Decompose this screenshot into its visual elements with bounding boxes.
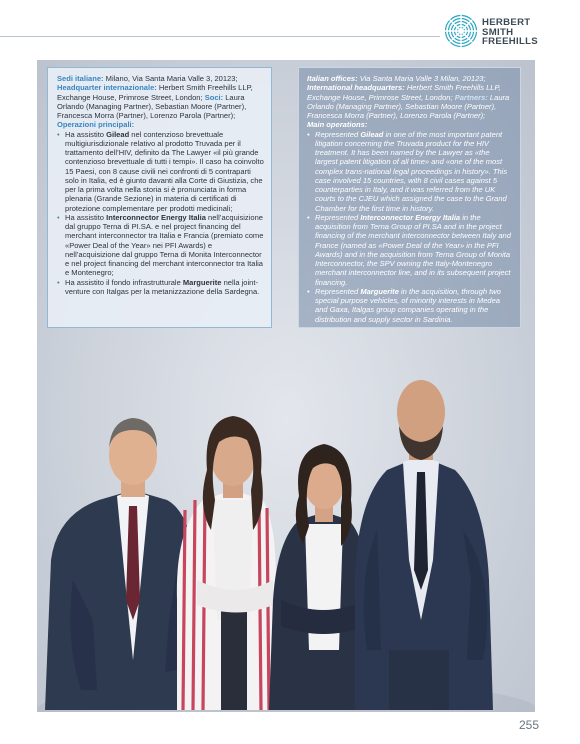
en-op-2-post: in the acquisition from Terna Group of PI.SA and in the project financing of the merchant interconnector between Italy and France (named as «Power Deal of the Year» in the PFI Awards) and in the acquisition from Terna Group of Monita Interconnector, the SPV owning the Italy-Montenegro merchant interconnector line, and in its subsequent project financing.	[315, 212, 511, 287]
it-op-3-post: nella joint-venture con Italgas per la metanizzazione della Sardegna.	[65, 277, 260, 296]
it-op-2-pre: Ha assistito	[65, 212, 107, 222]
en-op-1	[307, 130, 514, 213]
it-op-1-post: nel contenzioso brevettuale multigiurisdizionale relativo al prodotto Truvada per il trattamento dell’HIV, definito da The Lawyer «il più grande contenzioso brevettuale di tutti i tempi». Il caso ha coinvolto 15 Paesi, con 8 cause civili nei confronti di 5 contraparti solo in Italia, ed è giunto davanti alla Corte di Giustizia, che per la prima volta nella storia si è pronunciata in forma plenaria (Grande Sezione) in materia di certificati di protezione complementare per prodotti medicinali;	[65, 129, 264, 213]
it-hq-label: Headquarter internazionale:	[57, 83, 157, 93]
english-info-text	[307, 74, 514, 324]
en-partners-label: Partners:	[454, 92, 488, 102]
it-op-1-client: Gilead	[106, 129, 130, 139]
en-ops-list	[307, 130, 514, 324]
en-op-1-client: Gilead	[360, 129, 384, 139]
header-rule	[0, 36, 440, 37]
person-4	[355, 380, 493, 710]
hsf-wordmark	[482, 18, 538, 47]
brand-line-1: HERBERT	[482, 17, 531, 28]
en-op-2	[307, 213, 514, 287]
italian-info-panel	[47, 67, 272, 328]
en-offices-text: Via Santa Maria Valle 3 Milan, 20123;	[357, 74, 486, 83]
en-ops-label: Main operations:	[307, 120, 368, 130]
it-op-2	[57, 213, 265, 278]
it-ops-label: Operazioni principali:	[57, 120, 135, 130]
it-op-3-client: Marguerite	[182, 277, 222, 287]
it-partners-label: Soci:	[204, 92, 224, 102]
en-partners-text: Laura Orlando (Managing Partner), Sebastian Moore (Partner), Francesca Morra (Partner), Lorenzo Parola (Partner);	[307, 92, 510, 120]
brand-line-3: FREEHILLS	[482, 36, 538, 48]
it-op-3-pre: Ha assistito il fondo infrastrutturale	[65, 277, 183, 287]
english-info-panel	[298, 67, 521, 328]
en-op-3-client: Marguerite	[360, 286, 399, 296]
en-op-1-pre: Represented	[315, 129, 361, 139]
it-op-1	[57, 130, 265, 213]
hsf-logo	[444, 14, 570, 50]
en-op-3-pre: Represented	[315, 286, 361, 296]
person-1	[45, 418, 197, 710]
it-partners-text: Laura Orlando (Managing Partner), Sebastian Moore (Partner), Francesca Morra (Partner), Lorenzo Parola (Partner);	[57, 92, 247, 120]
en-op-1-post: in one of the most important patent litigation concerning the Truvada product for the HIV treatment. It has been named by the Lawyer as «the largest patent litigation of all time» and «one of the most complex trans-national legal proceedings in history». This case involved 15 countries, with 8 civil cases against 5 counterparties in Italy, and it was referred from the UK courts to the CJEU which assigned the case to the Grand Chamber for the first time in history.	[315, 129, 508, 213]
it-hq-text: Herbert Smith Freehills LLP, Exchange House, Primrose Street, London;	[57, 83, 253, 102]
it-offices-label: Sedi italiane:	[57, 74, 104, 83]
en-hq-text: Herbert Smith Freehills LLP, Exchange House, Primrose Street, London;	[307, 83, 501, 102]
en-hq-label: International headquarters:	[307, 83, 405, 93]
page-number: 255	[519, 718, 540, 732]
brand-line-2: SMITH	[482, 26, 514, 38]
it-offices-text: Milano, Via Santa Maria Valle 3, 20123;	[103, 74, 238, 83]
en-op-2-client: Interconnector Energy Italia	[360, 212, 461, 222]
it-op-3	[57, 278, 265, 297]
it-op-2-post: nell’acquisizione dal gruppo Terna di PI.SA. e nel project financing del merchant interconnector tra Italia e Francia (premiato come «Power Deal of the Year» nei PFI Awards) e nell’acquisizione dal gruppo Terna di Monita Interconnector e nel project financing del merchant interconnector tra Italia e Montenegro;	[65, 212, 264, 278]
en-offices-label: Italian offices:	[307, 74, 358, 83]
italian-info-text	[57, 74, 265, 296]
it-op-2-client: Interconnector Energy Italia	[106, 212, 206, 222]
en-op-3	[307, 287, 514, 324]
hsf-logo-mark-icon	[444, 14, 478, 48]
it-op-1-pre: Ha assistito	[65, 129, 107, 139]
it-ops-list	[57, 130, 265, 297]
person-2	[177, 416, 276, 710]
en-op-2-pre: Represented	[315, 212, 361, 222]
en-op-3-post: in the acquisition, through two special purpose vehicles, of minority interests in Medea and Gaxa, Italgas group companies operating in the distribution and supply sector in Sardinia.	[315, 286, 501, 324]
